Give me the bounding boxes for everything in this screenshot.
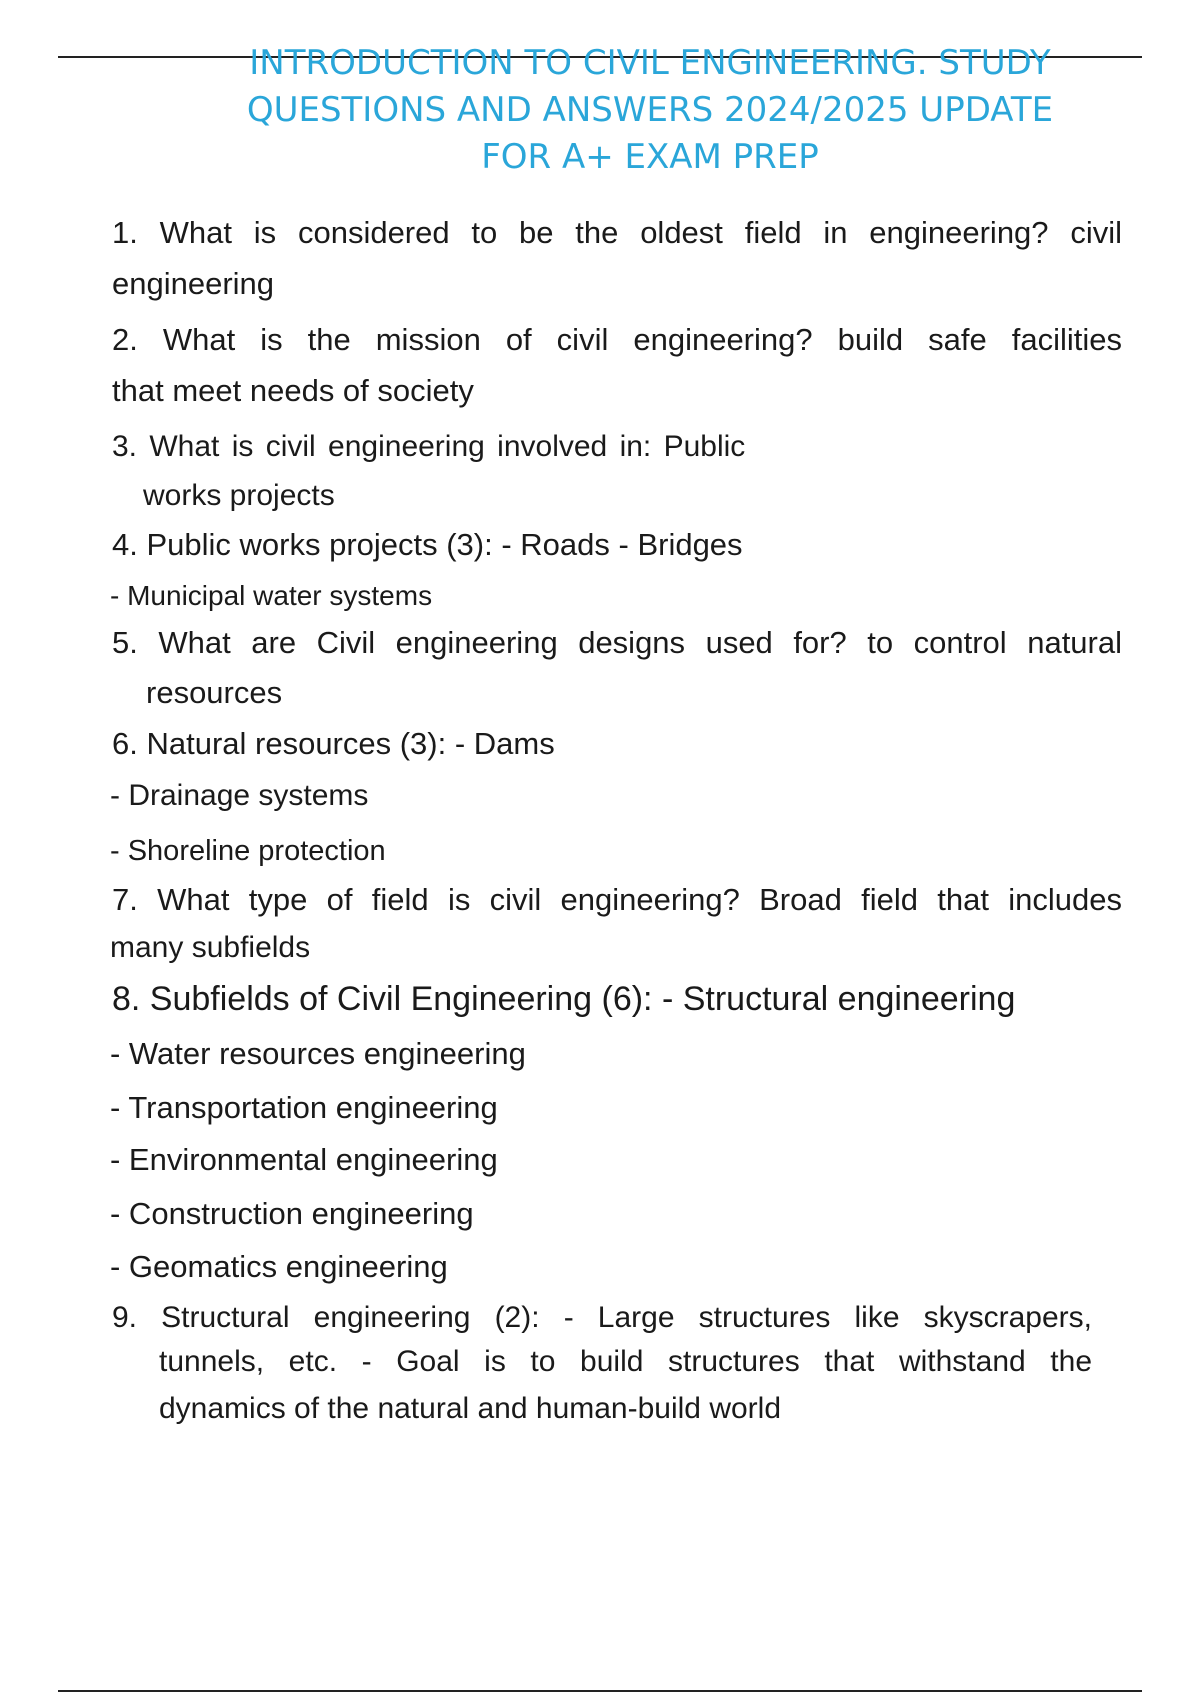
q5-line-1: 5. What are Civil engineering designs used for? to control natural — [112, 625, 1122, 660]
q6-line-3: - Shoreline protection — [110, 835, 386, 867]
q4-line-2: - Municipal water systems — [110, 580, 433, 611]
q2-line-1: 2. What is the mission of civil engineering? build safe facilities — [112, 322, 1122, 357]
q5-line-2: resources — [146, 675, 283, 710]
q8-line-5: - Construction engineering — [110, 1196, 474, 1231]
q4-line-1: 4. Public works projects (3): - Roads - Bridges — [112, 527, 743, 562]
q9-line-2: tunnels, etc. - Goal is to build structures that withstand the — [159, 1345, 1092, 1378]
bottom-rule — [58, 1690, 1142, 1692]
page-title — [200, 40, 1100, 181]
q8-line-2: - Water resources engineering — [110, 1036, 526, 1071]
q7-line-1: 7. What type of field is civil engineering? Broad field that includes — [112, 882, 1122, 917]
title-line-3: FOR A+ EXAM PREP — [481, 137, 819, 177]
q8-line-6: - Geomatics engineering — [110, 1249, 448, 1284]
q3-line-2: works projects — [143, 479, 335, 512]
q9-line-1: 9. Structural engineering (2): - Large structures like skyscrapers, — [112, 1301, 1092, 1334]
q7-line-2: many subfields — [110, 931, 311, 964]
title-line-1: INTRODUCTION TO CIVIL ENGINEERING. STUDY — [249, 43, 1051, 83]
q8-line-1: 8. Subfields of Civil Engineering (6): - Structural engineering — [112, 980, 1016, 1018]
q2-line-2: that meet needs of society — [112, 373, 474, 408]
q1-line-2: engineering — [112, 266, 275, 301]
q6-line-2: - Drainage systems — [110, 779, 369, 812]
q8-line-3: - Transportation engineering — [110, 1090, 498, 1125]
q6-line-1: 6. Natural resources (3): - Dams — [112, 726, 555, 761]
q9-line-3: dynamics of the natural and human-build world — [159, 1392, 782, 1425]
q8-line-4: - Environmental engineering — [110, 1142, 498, 1177]
title-line-2: QUESTIONS AND ANSWERS 2024/2025 UPDATE — [246, 90, 1054, 130]
q1-line-1: 1. What is considered to be the oldest field in engineering? civil — [112, 215, 1122, 250]
q3-line-1: 3. What is civil engineering involved in: Public — [112, 430, 746, 463]
